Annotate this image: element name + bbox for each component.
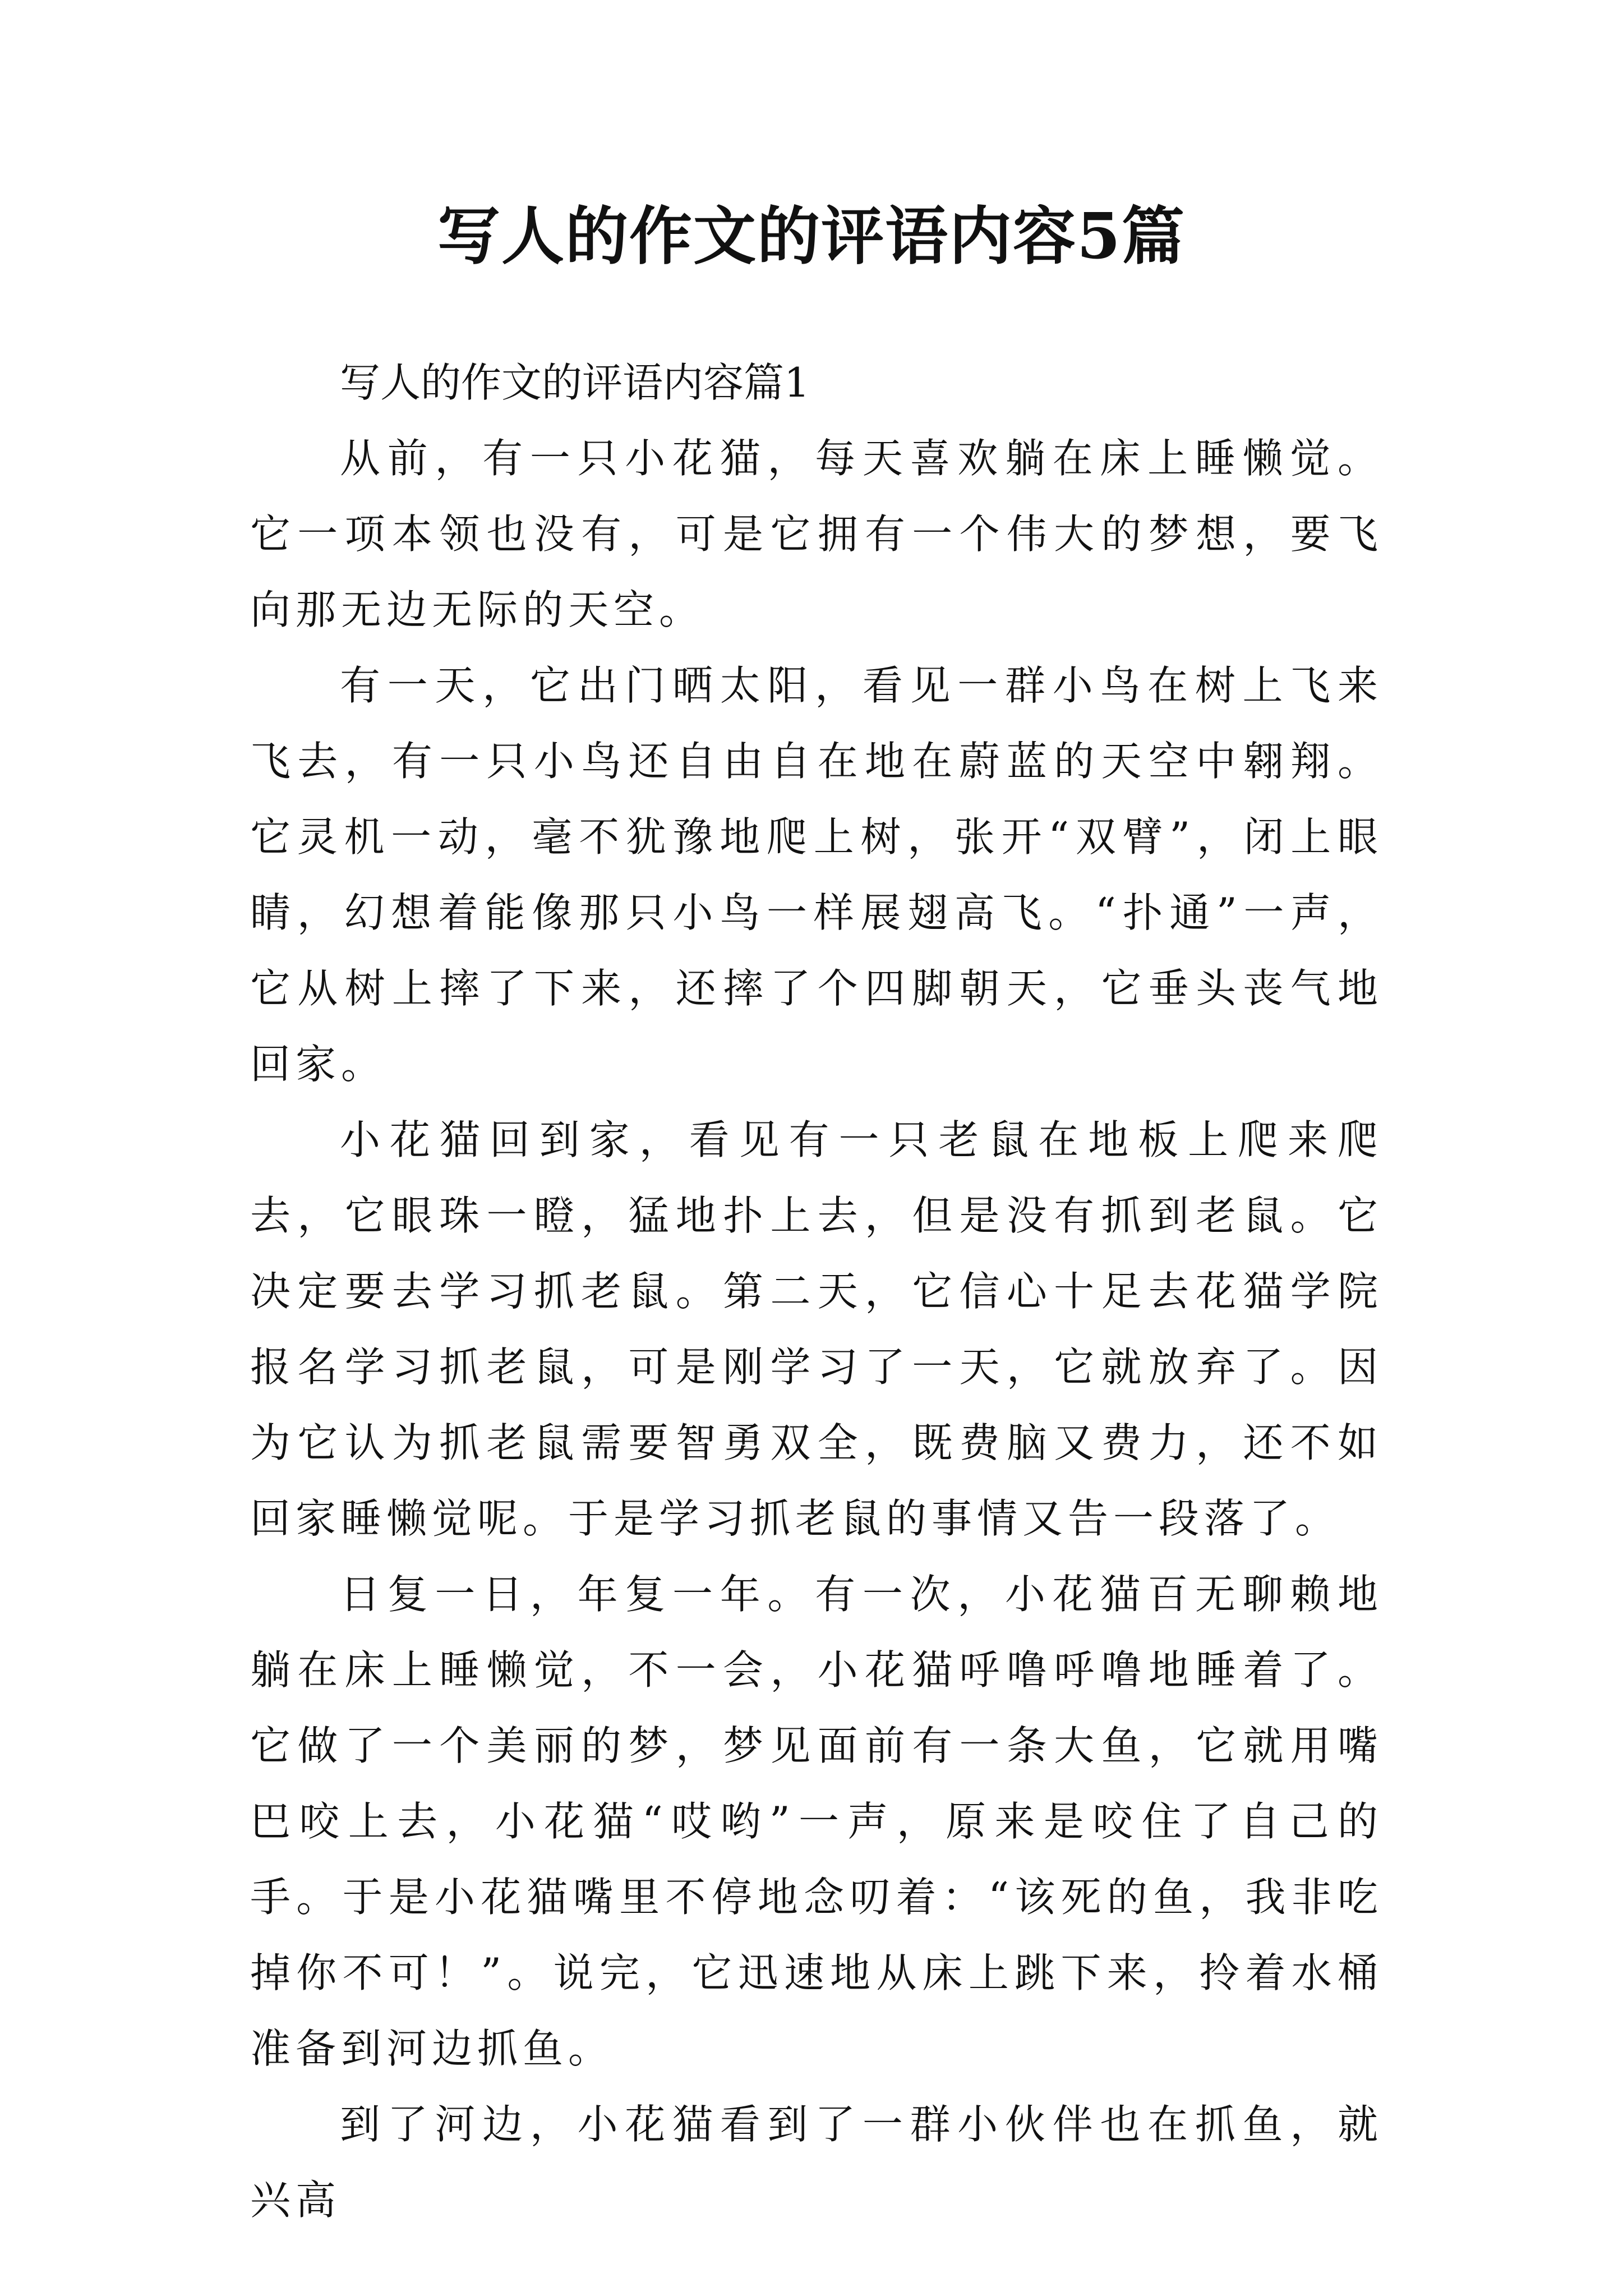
section-heading: 写人的作文的评语内容篇1	[340, 359, 810, 406]
paragraph: 从前，有一只小花猫，每天喜欢躺在床上睡懒觉。它一项本领也没有，可是它拥有一个伟大的梦想，要飞向那无边无际的天空。	[250, 435, 1383, 633]
document-body	[250, 345, 1383, 2238]
paragraph: 日复一日，年复一年。有一次，小花猫百无聊赖地躺在床上睡懒觉，不一会，小花猫呼噜呼噜地睡着了。它做了一个美丽的梦，梦见面前有一条大鱼，它就用嘴巴咬上去，小花猫“哎哟”一声，原来是咬住了自己的手。于是小花猫嘴里不停地念叨着：“该死的鱼，我非吃掉你不可！”。说完，它迅速地从床上跳下来，拎着水桶准备到河边抓鱼。	[250, 1571, 1383, 2072]
paragraph: 小花猫回到家，看见有一只老鼠在地板上爬来爬去，它眼珠一瞪，猛地扑上去，但是没有抓到老鼠。它决定要去学习抓老鼠。第二天，它信心十足去花猫学院报名学习抓老鼠，可是刚学习了一天，它就放弃了。因为它认为抓老鼠需要智勇双全，既费脑又费力，还不如回家睡懒觉呢。于是学习抓老鼠的事情又告一段落了。	[250, 1116, 1383, 1542]
paragraph: 到了河边，小花猫看到了一群小伙伴也在抓鱼，就兴高	[250, 2101, 1383, 2224]
paragraph: 有一天，它出门晒太阳，看见一群小鸟在树上飞来飞去，有一只小鸟还自由自在地在蔚蓝的天空中翱翔。它灵机一动，毫不犹豫地爬上树，张开“双臂”，闭上眼睛，幻想着能像那只小鸟一样展翅高飞。“扑通”一声，它从树上摔了下来，还摔了个四脚朝天，它垂头丧气地回家。	[250, 662, 1383, 1088]
document-title: 写人的作文的评语内容5篇	[437, 200, 1186, 273]
